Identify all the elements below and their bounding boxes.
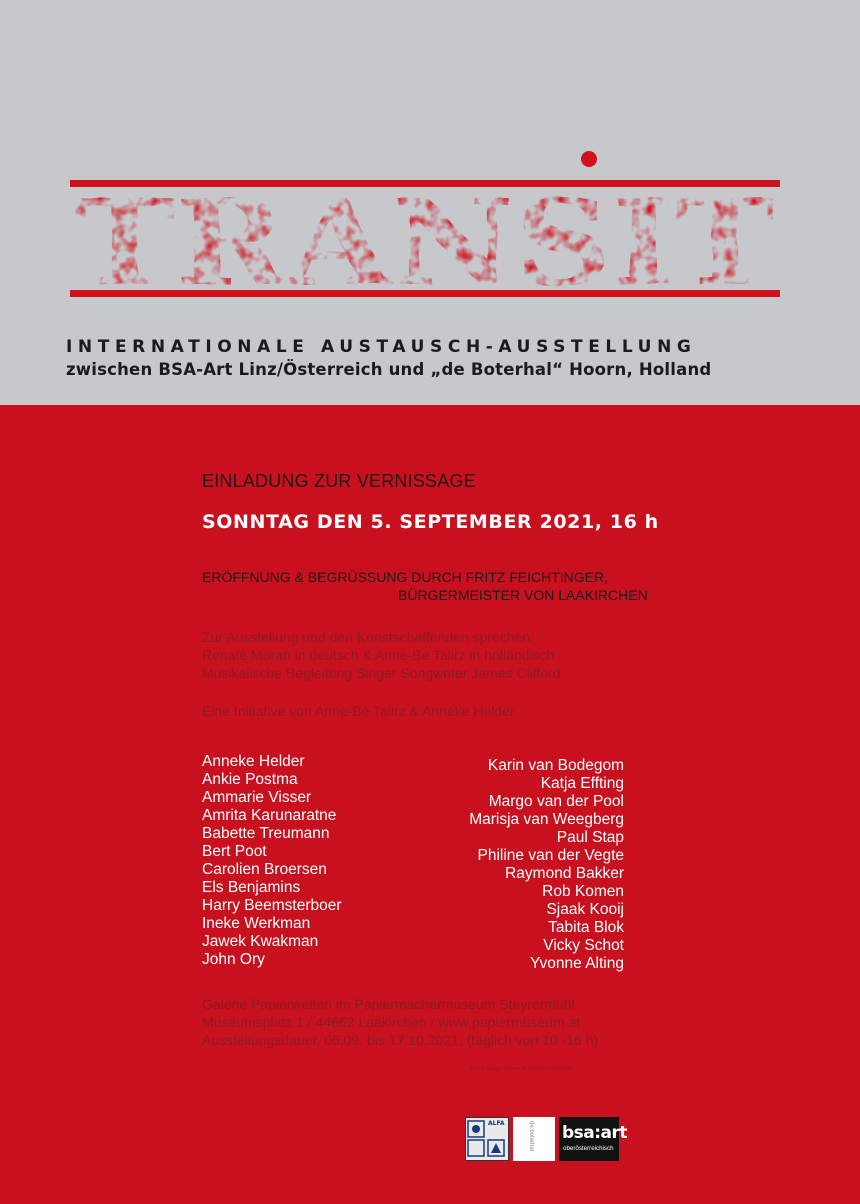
opening-line-2: BÜRGERMEISTER VON LAAKIRCHEN: [398, 587, 648, 603]
venue-block: [202, 995, 598, 1049]
artist-name: Jawek Kwakman: [202, 933, 319, 950]
artist-name: Ineke Werkman: [202, 915, 311, 932]
artist-name: Babette Treumann: [202, 825, 330, 842]
artist-name: Philine van der Vegte: [477, 847, 624, 864]
speakers-block: [202, 628, 560, 682]
event-title: [70, 150, 780, 310]
artist-name: Margo van der Pool: [488, 793, 624, 810]
artist-name: Katja Effting: [540, 775, 624, 792]
artist-name: Anneke Helder: [202, 753, 305, 770]
bsa-art-logo: [559, 1117, 628, 1161]
invitation-label: EINLADUNG ZUR VERNISSAGE: [202, 471, 476, 491]
artist-name: Harry Beemsterboer: [202, 897, 342, 914]
artist-name: John Ory: [202, 951, 265, 968]
invitation-date: SONNTAG DEN 5. SEPTEMBER 2021, 16 h: [202, 511, 659, 533]
speakers-line: Renate Moran in deutsch & Anne-Bé Talirz in holländisch: [202, 647, 555, 663]
artist-name: Sjaak Kooij: [546, 901, 624, 918]
artist-name: Vicky Schot: [543, 937, 624, 954]
artist-name: Marisja van Weegberg: [469, 811, 624, 828]
artist-list-right: [469, 757, 624, 973]
boterhal-logo: [513, 1117, 555, 1161]
boterhal-logo-text: de boterhal: [528, 1121, 534, 1152]
artist-list-left: [202, 753, 342, 969]
artist-name: Carolien Broersen: [202, 861, 327, 878]
artist-name: Amrita Karunaratne: [202, 807, 337, 824]
alfa-logo: [465, 1117, 509, 1161]
artist-name: Ammarie Visser: [202, 789, 312, 806]
alfa-logo-text: ALFA: [488, 1120, 505, 1127]
artist-name: Bert Poot: [202, 843, 267, 860]
speakers-line: Zur Ausstellung und den Kunstschaffenden sprechen,: [202, 629, 535, 645]
venue-line: Ausstellungsdauer, 05.09. bis 17.10.2021, (täglich von 10 -16 h): [202, 1032, 599, 1048]
design-credit: Idee & Design © Anne-Bé Talirz, renée kellner: [470, 1066, 572, 1072]
venue-line: Galerie Papierwelten im Papiermachermuseum Steyrermühl: [202, 996, 575, 1012]
artist-name: Ankie Postma: [202, 771, 298, 788]
speakers-line: Musikalische Begleitung Singer Songwriter James Clifford: [202, 665, 561, 681]
artist-name: Karin van Bodegom: [487, 757, 624, 774]
artist-name: Raymond Bakker: [505, 865, 624, 882]
initiative-line: Eine Initiative von Anne-Bé Talirz & Anneke Helder: [202, 703, 515, 719]
bsa-art-logo-subtext: oberösterreichisch: [563, 1145, 614, 1152]
artist-name: Yvonne Alting: [530, 955, 624, 972]
artist-name: Els Benjamins: [202, 879, 301, 896]
artist-name: Paul Stap: [556, 829, 624, 846]
opening-line-1: ERÖFFNUNG & BEGRÜSSUNG DURCH FRITZ FEICHTINGER,: [202, 569, 609, 585]
artist-name: Tabita Blok: [548, 919, 624, 936]
artist-name: Rob Komen: [542, 883, 624, 900]
title-text: TRANSIT: [75, 173, 775, 310]
venue-line: Museumsplatz 1 / 44662 Laakirchen / www.papiermuseum.at: [202, 1014, 581, 1030]
title-lettering: [70, 150, 780, 310]
subtitle-exhibition: INTERNATIONALE AUSTAUSCH-AUSSTELLUNG: [66, 337, 697, 357]
subtitle-partners: zwischen BSA-Art Linz/Österreich und „de Boterhal“ Hoorn, Holland: [66, 360, 712, 379]
bsa-art-logo-text: bsa:art: [562, 1123, 628, 1143]
